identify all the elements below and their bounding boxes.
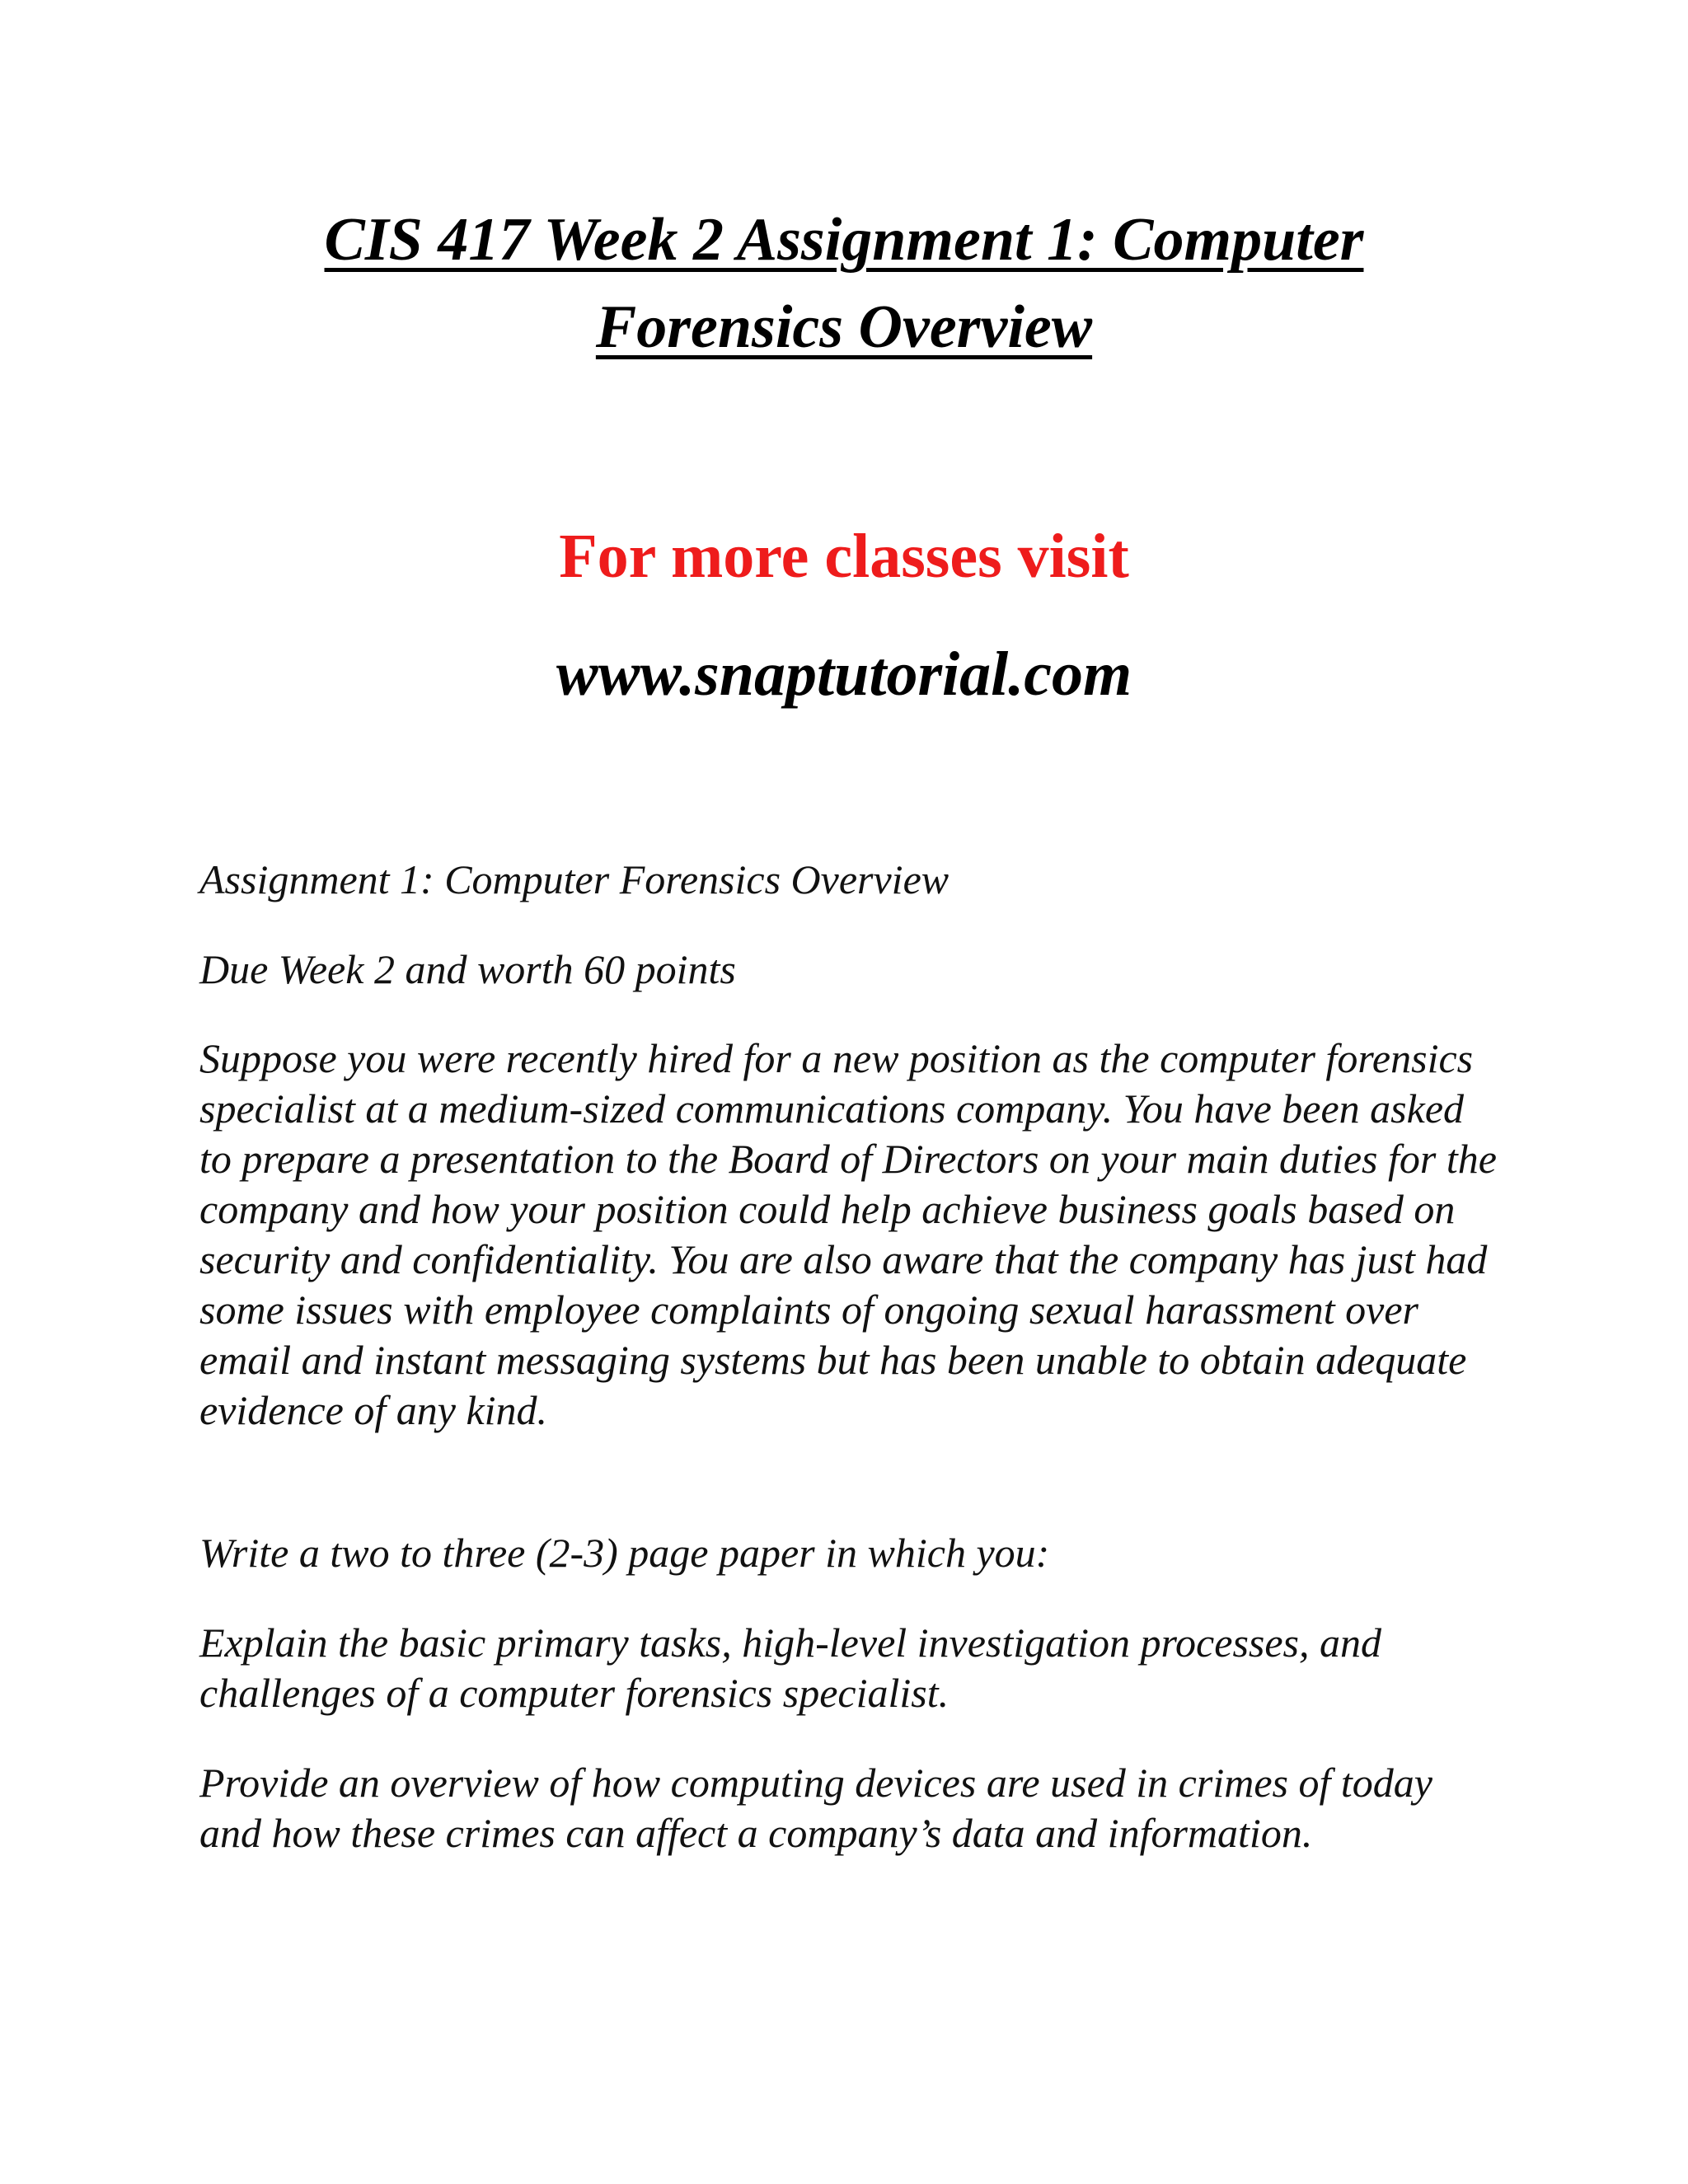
title-line-2: Forensics Overview [595, 293, 1093, 361]
promo-text: For more classes visit [559, 522, 1129, 591]
due-date-text: Due Week 2 and worth 60 points [199, 946, 736, 992]
assignment-heading: Assignment 1: Computer Forensics Overview [199, 856, 950, 902]
requirement-2-paragraph: Provide an overview of how computing devices are used in crimes of today and how these crimes can affect a company’s data and information. [199, 1760, 1432, 1856]
document-title [0, 196, 1688, 371]
scenario-paragraph: Suppose you were recently hired for a new position as the computer forensics specialist at a medium-sized communications company. You have been asked to prepare a presentation to the Board of Directors on your main duties for the company and how your position could help achieve business goals based on security and confidentiality. You are also aware that the company has just had some issues with employee complaints of ongoing sexual harassment over email and instant messaging systems but has been unable to obtain adequate evidence of any kind. [199, 1035, 1497, 1433]
requirement-1-paragraph: Explain the basic primary tasks, high-level investigation processes, and challenges of a computer forensics specialist. [199, 1619, 1382, 1716]
website-text: www.snaptutorial.com [556, 640, 1132, 709]
instructions-paragraph: Write a two to three (2-3) page paper in which you: [199, 1530, 1050, 1576]
title-line-1: CIS 417 Week 2 Assignment 1: Computer [324, 206, 1364, 274]
